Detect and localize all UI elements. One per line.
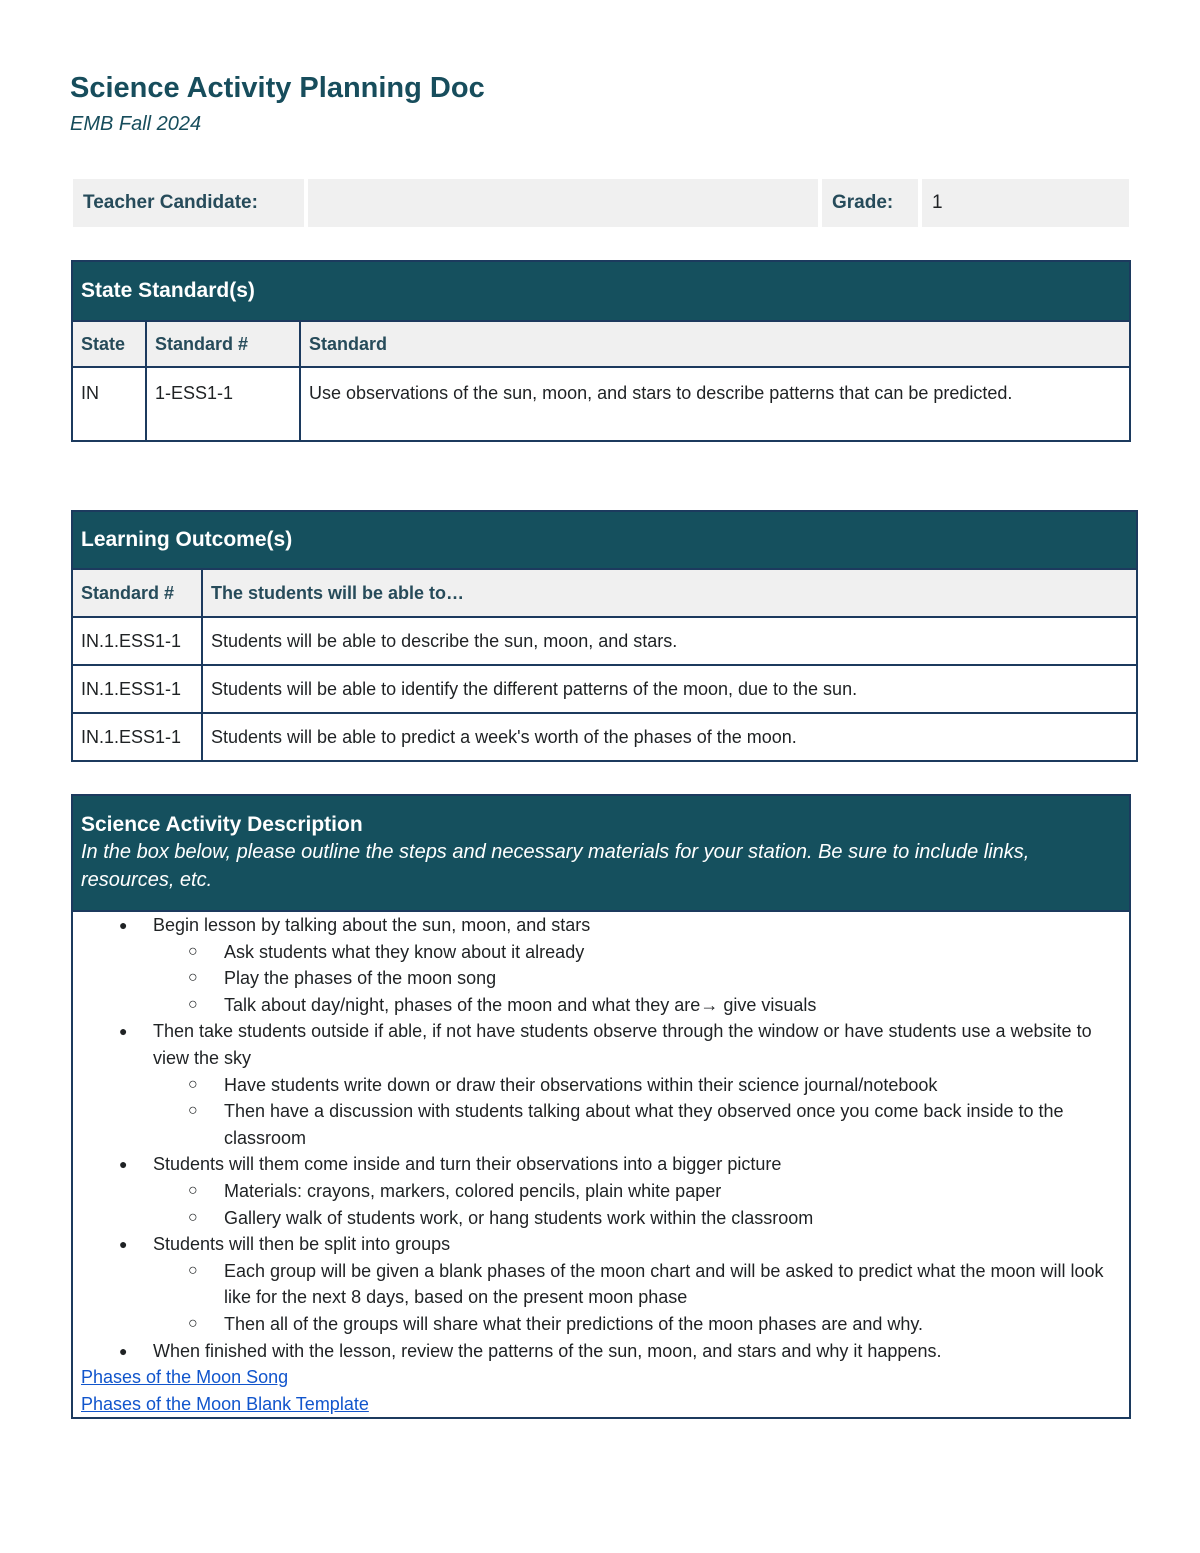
state-standards-title: State Standard(s) — [72, 261, 1130, 321]
bullet-icon: ● — [119, 1236, 128, 1253]
outcome-standard-cell: IN.1.ESS1-1 — [72, 617, 202, 665]
step-text: Students will then be split into groups — [153, 1234, 451, 1255]
sub-step-text: Play the phases of the moon song — [224, 968, 497, 989]
sub-steps-list — [153, 1178, 1121, 1231]
hollow-bullet-icon: ○ — [188, 1208, 198, 1226]
hollow-bullet-icon: ○ — [188, 995, 198, 1013]
moon-song-link[interactable]: Phases of the Moon Song — [81, 1367, 289, 1388]
outcome-text-cell: Students will be able to predict a week's worth of the phases of the moon. — [202, 713, 1137, 761]
table-row — [72, 665, 1137, 713]
list-item — [81, 1338, 1121, 1365]
list-item — [81, 1018, 1121, 1151]
sub-step-text: Then have a discussion with students talking about what they observed once you come back inside to the classroom — [224, 1101, 1064, 1148]
teacher-candidate-field[interactable] — [308, 179, 818, 227]
grade-field[interactable]: 1 — [922, 179, 1129, 227]
step-text: Then take students outside if able, if not have students observe through the window or have students use a website to view the sky — [153, 1021, 1092, 1068]
activity-steps-list — [81, 912, 1121, 1364]
list-item — [81, 1151, 1121, 1231]
hollow-bullet-icon: ○ — [188, 1102, 198, 1120]
outcome-standard-cell: IN.1.ESS1-1 — [72, 713, 202, 761]
learning-outcomes-title: Learning Outcome(s) — [72, 511, 1137, 569]
sub-steps-list — [153, 939, 1121, 1019]
hollow-bullet-icon: ○ — [188, 1261, 198, 1279]
learning-outcomes-table — [71, 510, 1138, 762]
table-row — [72, 367, 1130, 441]
list-item — [153, 1205, 1121, 1232]
grade-label: Grade: — [822, 179, 918, 227]
hollow-bullet-icon: ○ — [188, 1181, 198, 1199]
column-header-standard: Standard — [300, 321, 1130, 367]
step-text: Students will them come inside and turn their observations into a bigger picture — [153, 1154, 782, 1175]
activity-instructions: In the box below, please outline the steps and necessary materials for your station. Be sure to include links, resources, etc. — [81, 841, 1030, 891]
teacher-candidate-label: Teacher Candidate: — [73, 179, 304, 227]
outcome-text-cell: Students will be able to describe the sun, moon, and stars. — [202, 617, 1137, 665]
state-cell: IN — [72, 367, 146, 441]
activity-description-table — [71, 794, 1131, 1419]
sub-steps-list — [153, 1258, 1121, 1338]
list-item — [153, 1178, 1121, 1205]
list-item — [81, 1231, 1121, 1337]
standard-number-cell: 1-ESS1-1 — [146, 367, 300, 441]
activity-content — [72, 911, 1130, 1418]
list-item — [153, 1098, 1121, 1151]
standard-text-cell: Use observations of the sun, moon, and stars to describe patterns that can be predicted. — [300, 367, 1130, 441]
list-item — [153, 965, 1121, 992]
activity-header — [72, 795, 1130, 911]
list-item — [153, 992, 1121, 1019]
state-standards-table — [71, 260, 1131, 442]
sub-step-text: Ask students what they know about it already — [224, 941, 585, 962]
step-text: When finished with the lesson, review the patterns of the sun, moon, and stars and why it happens. — [153, 1340, 942, 1361]
sub-steps-list — [153, 1072, 1121, 1152]
sub-step-text: Talk about day/night, phases of the moon and what they are→ give visuals — [224, 994, 817, 1015]
bullet-icon: ● — [119, 1023, 128, 1040]
list-item — [81, 912, 1121, 1018]
column-header-state: State — [72, 321, 146, 367]
sub-step-text: Each group will be given a blank phases of the moon chart and will be asked to predict what the moon will look like for the next 8 days, based on the present moon phase — [224, 1260, 1104, 1308]
outcome-standard-cell: IN.1.ESS1-1 — [72, 665, 202, 713]
page-subtitle: EMB Fall 2024 — [70, 113, 202, 135]
hollow-bullet-icon: ○ — [188, 942, 198, 960]
list-item — [153, 1311, 1121, 1338]
bullet-icon: ● — [119, 917, 128, 933]
sub-step-text: Then all of the groups will share what their predictions of the moon phases are and why. — [224, 1313, 924, 1334]
outcome-text-cell: Students will be able to identify the different patterns of the moon, due to the sun. — [202, 665, 1137, 713]
bullet-icon: ● — [119, 1342, 128, 1359]
list-item — [153, 1258, 1121, 1311]
moon-template-link[interactable]: Phases of the Moon Blank Template — [81, 1393, 369, 1414]
page-title: Science Activity Planning Doc — [70, 72, 485, 104]
column-header-standard-number: Standard # — [72, 569, 202, 617]
sub-step-text: Gallery walk of students work, or hang students work within the classroom — [224, 1207, 814, 1228]
bullet-icon: ● — [119, 1156, 128, 1173]
activity-title: Science Activity Description — [81, 813, 363, 836]
step-text: Begin lesson by talking about the sun, moon, and stars — [153, 915, 591, 935]
table-row — [72, 617, 1137, 665]
sub-step-text: Materials: crayons, markers, colored pencils, plain white paper — [224, 1180, 722, 1201]
table-row — [72, 713, 1137, 761]
sub-step-text: Have students write down or draw their observations within their science journal/notebook — [224, 1074, 938, 1095]
list-item — [153, 939, 1121, 966]
hollow-bullet-icon: ○ — [188, 1075, 198, 1093]
hollow-bullet-icon: ○ — [188, 969, 198, 987]
list-item — [153, 1072, 1121, 1099]
column-header-outcome: The students will be able to… — [202, 569, 1137, 617]
hollow-bullet-icon: ○ — [188, 1314, 198, 1332]
column-header-standard-number: Standard # — [146, 321, 300, 367]
